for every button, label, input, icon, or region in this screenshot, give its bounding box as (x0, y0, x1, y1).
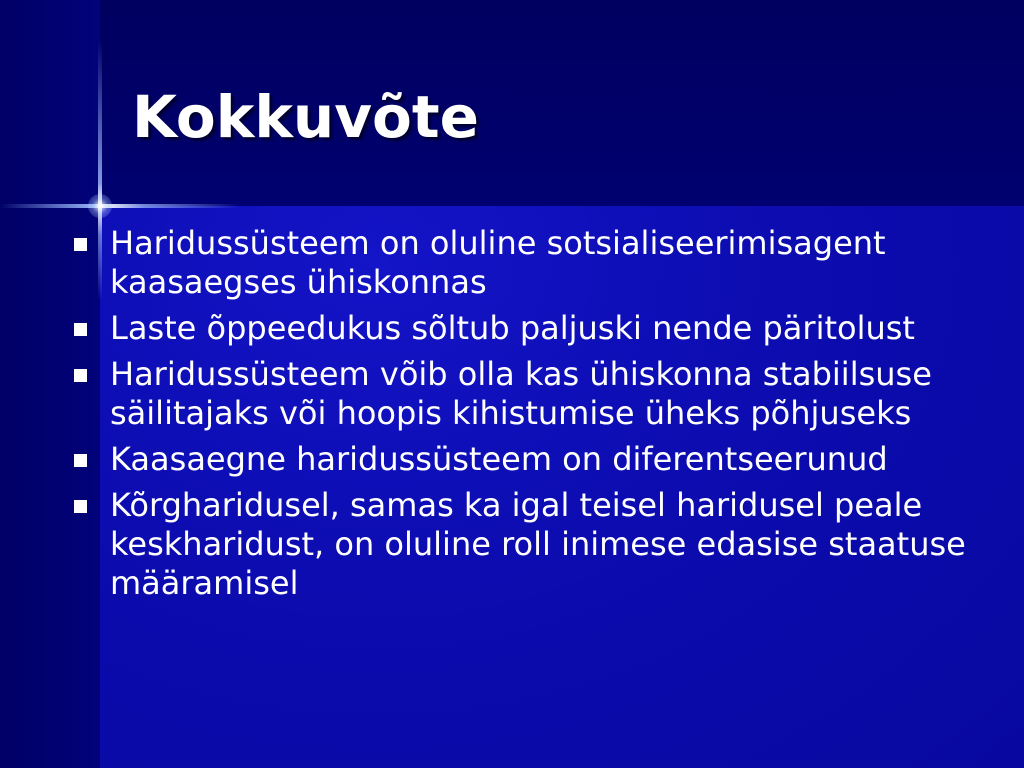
square-bullet-icon (74, 323, 87, 336)
bullet-list (72, 224, 972, 610)
bullet-item (72, 309, 972, 348)
square-bullet-icon (74, 238, 87, 251)
flare-horizontal-decoration (0, 204, 240, 208)
bullet-item (72, 440, 972, 479)
flare-glow-icon (88, 194, 112, 218)
square-bullet-icon (74, 369, 87, 382)
bullet-text: Kaasaegne haridussüsteem on diferentseerunud (110, 440, 888, 478)
bullet-item (72, 486, 972, 603)
bullet-text: Haridussüsteem võib olla kas ühiskonna stabiilsuse säilitajaks või hoopis kihistumise üheks põhjuseks (110, 355, 932, 432)
bullet-item (72, 224, 972, 302)
bullet-text: Kõrgharidusel, samas ka igal teisel haridusel peale keskharidust, on oluline roll inimese edasise staatuse määramisel (110, 486, 966, 602)
bullet-item (72, 355, 972, 433)
square-bullet-icon (74, 454, 87, 467)
bullet-text: Laste õppeedukus sõltub paljuski nende päritolust (110, 309, 915, 347)
square-bullet-icon (74, 500, 87, 513)
slide-title: Kokkuvõte (132, 83, 479, 151)
bullet-text: Haridussüsteem on oluline sotsialiseerimisagent kaasaegses ühiskonnas (110, 224, 886, 301)
